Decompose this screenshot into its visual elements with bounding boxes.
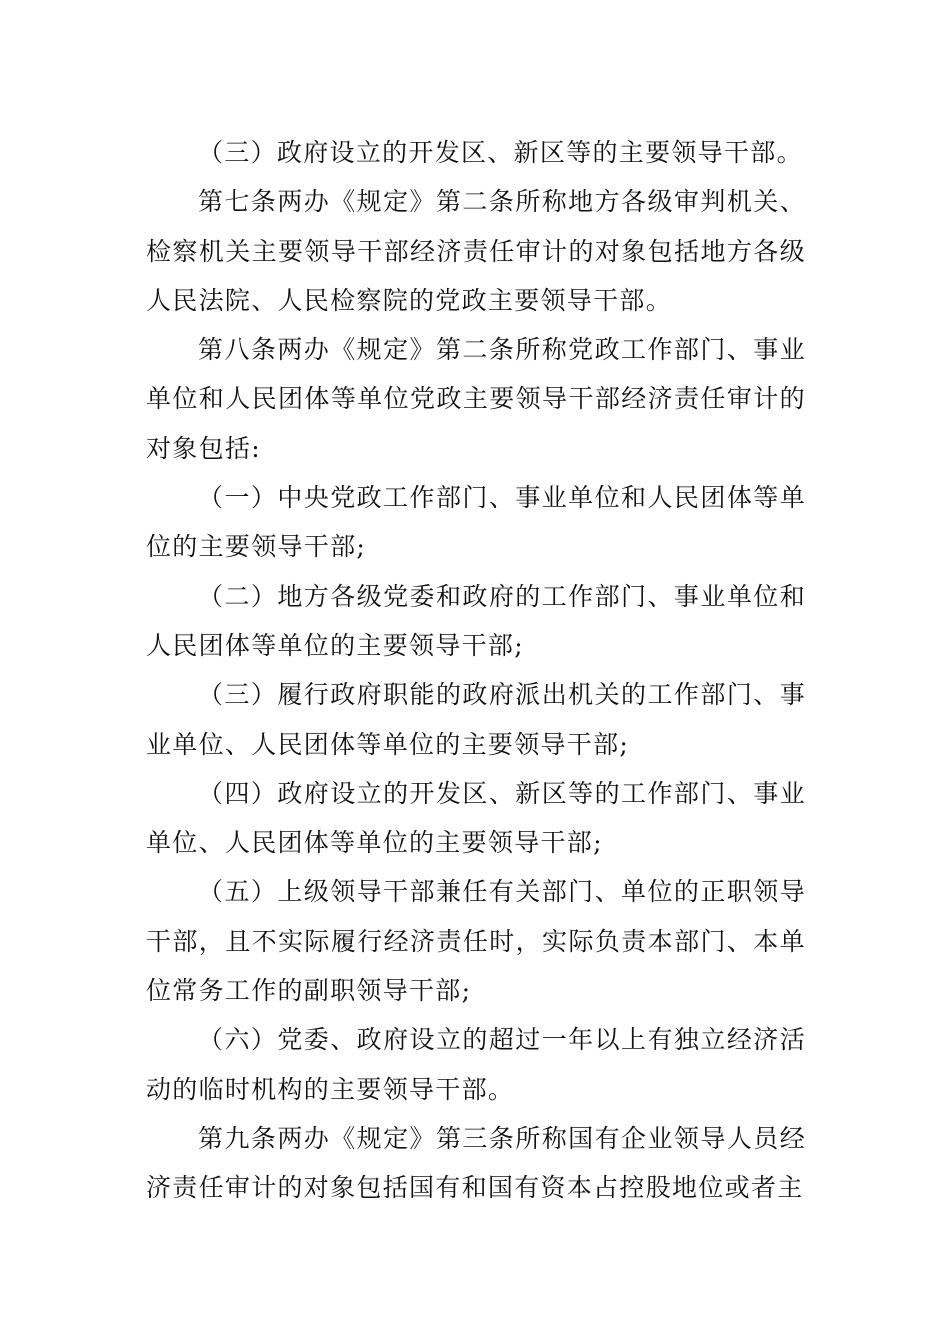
paragraph-article-8-item-6: （六）党委、政府设立的超过一年以上有独立经济活动的临时机构的主要领导干部。 — [146, 1025, 806, 1104]
paragraph-article-8-item-1: （一）中央党政工作部门、事业单位和人民团体等单位的主要领导干部; — [146, 483, 806, 562]
paragraph-article-9: 第九条两办《规定》第三条所称国有企业领导人员经济责任审计的对象包括国有和国有资本占控股地位或者主 — [146, 1123, 806, 1203]
paragraph-article-8-item-2: （二）地方各级党委和政府的工作部门、事业单位和人民团体等单位的主要领导干部; — [146, 581, 806, 660]
paragraph-article-8-item-5: （五）上级领导干部兼任有关部门、单位的正职领导干部，且不实际履行经济责任时，实际负责本部门、本单位常务工作的副职领导干部; — [146, 877, 806, 1006]
paragraph-article-7: 第七条两办《规定》第二条所称地方各级审判机关、检察机关主要领导干部经济责任审计的对象包括地方各级人民法院、人民检察院的党政主要领导干部。 — [146, 187, 806, 315]
paragraph-article-8: 第八条两办《规定》第二条所称党政工作部门、事业单位和人民团体等单位党政主要领导干部经济责任审计的对象包括: — [146, 335, 806, 463]
paragraph-article-8-item-4: （四）政府设立的开发区、新区等的工作部门、事业单位、人民团体等单位的主要领导干部; — [146, 778, 806, 858]
paragraph-item-3-dev-zone: （三）政府设立的开发区、新区等的主要领导干部。 — [198, 138, 803, 167]
paragraph-article-8-item-3: （三）履行政府职能的政府派出机关的工作部门、事业单位、人民团体等单位的主要领导干部; — [146, 680, 806, 759]
document-body — [146, 128, 806, 1213]
